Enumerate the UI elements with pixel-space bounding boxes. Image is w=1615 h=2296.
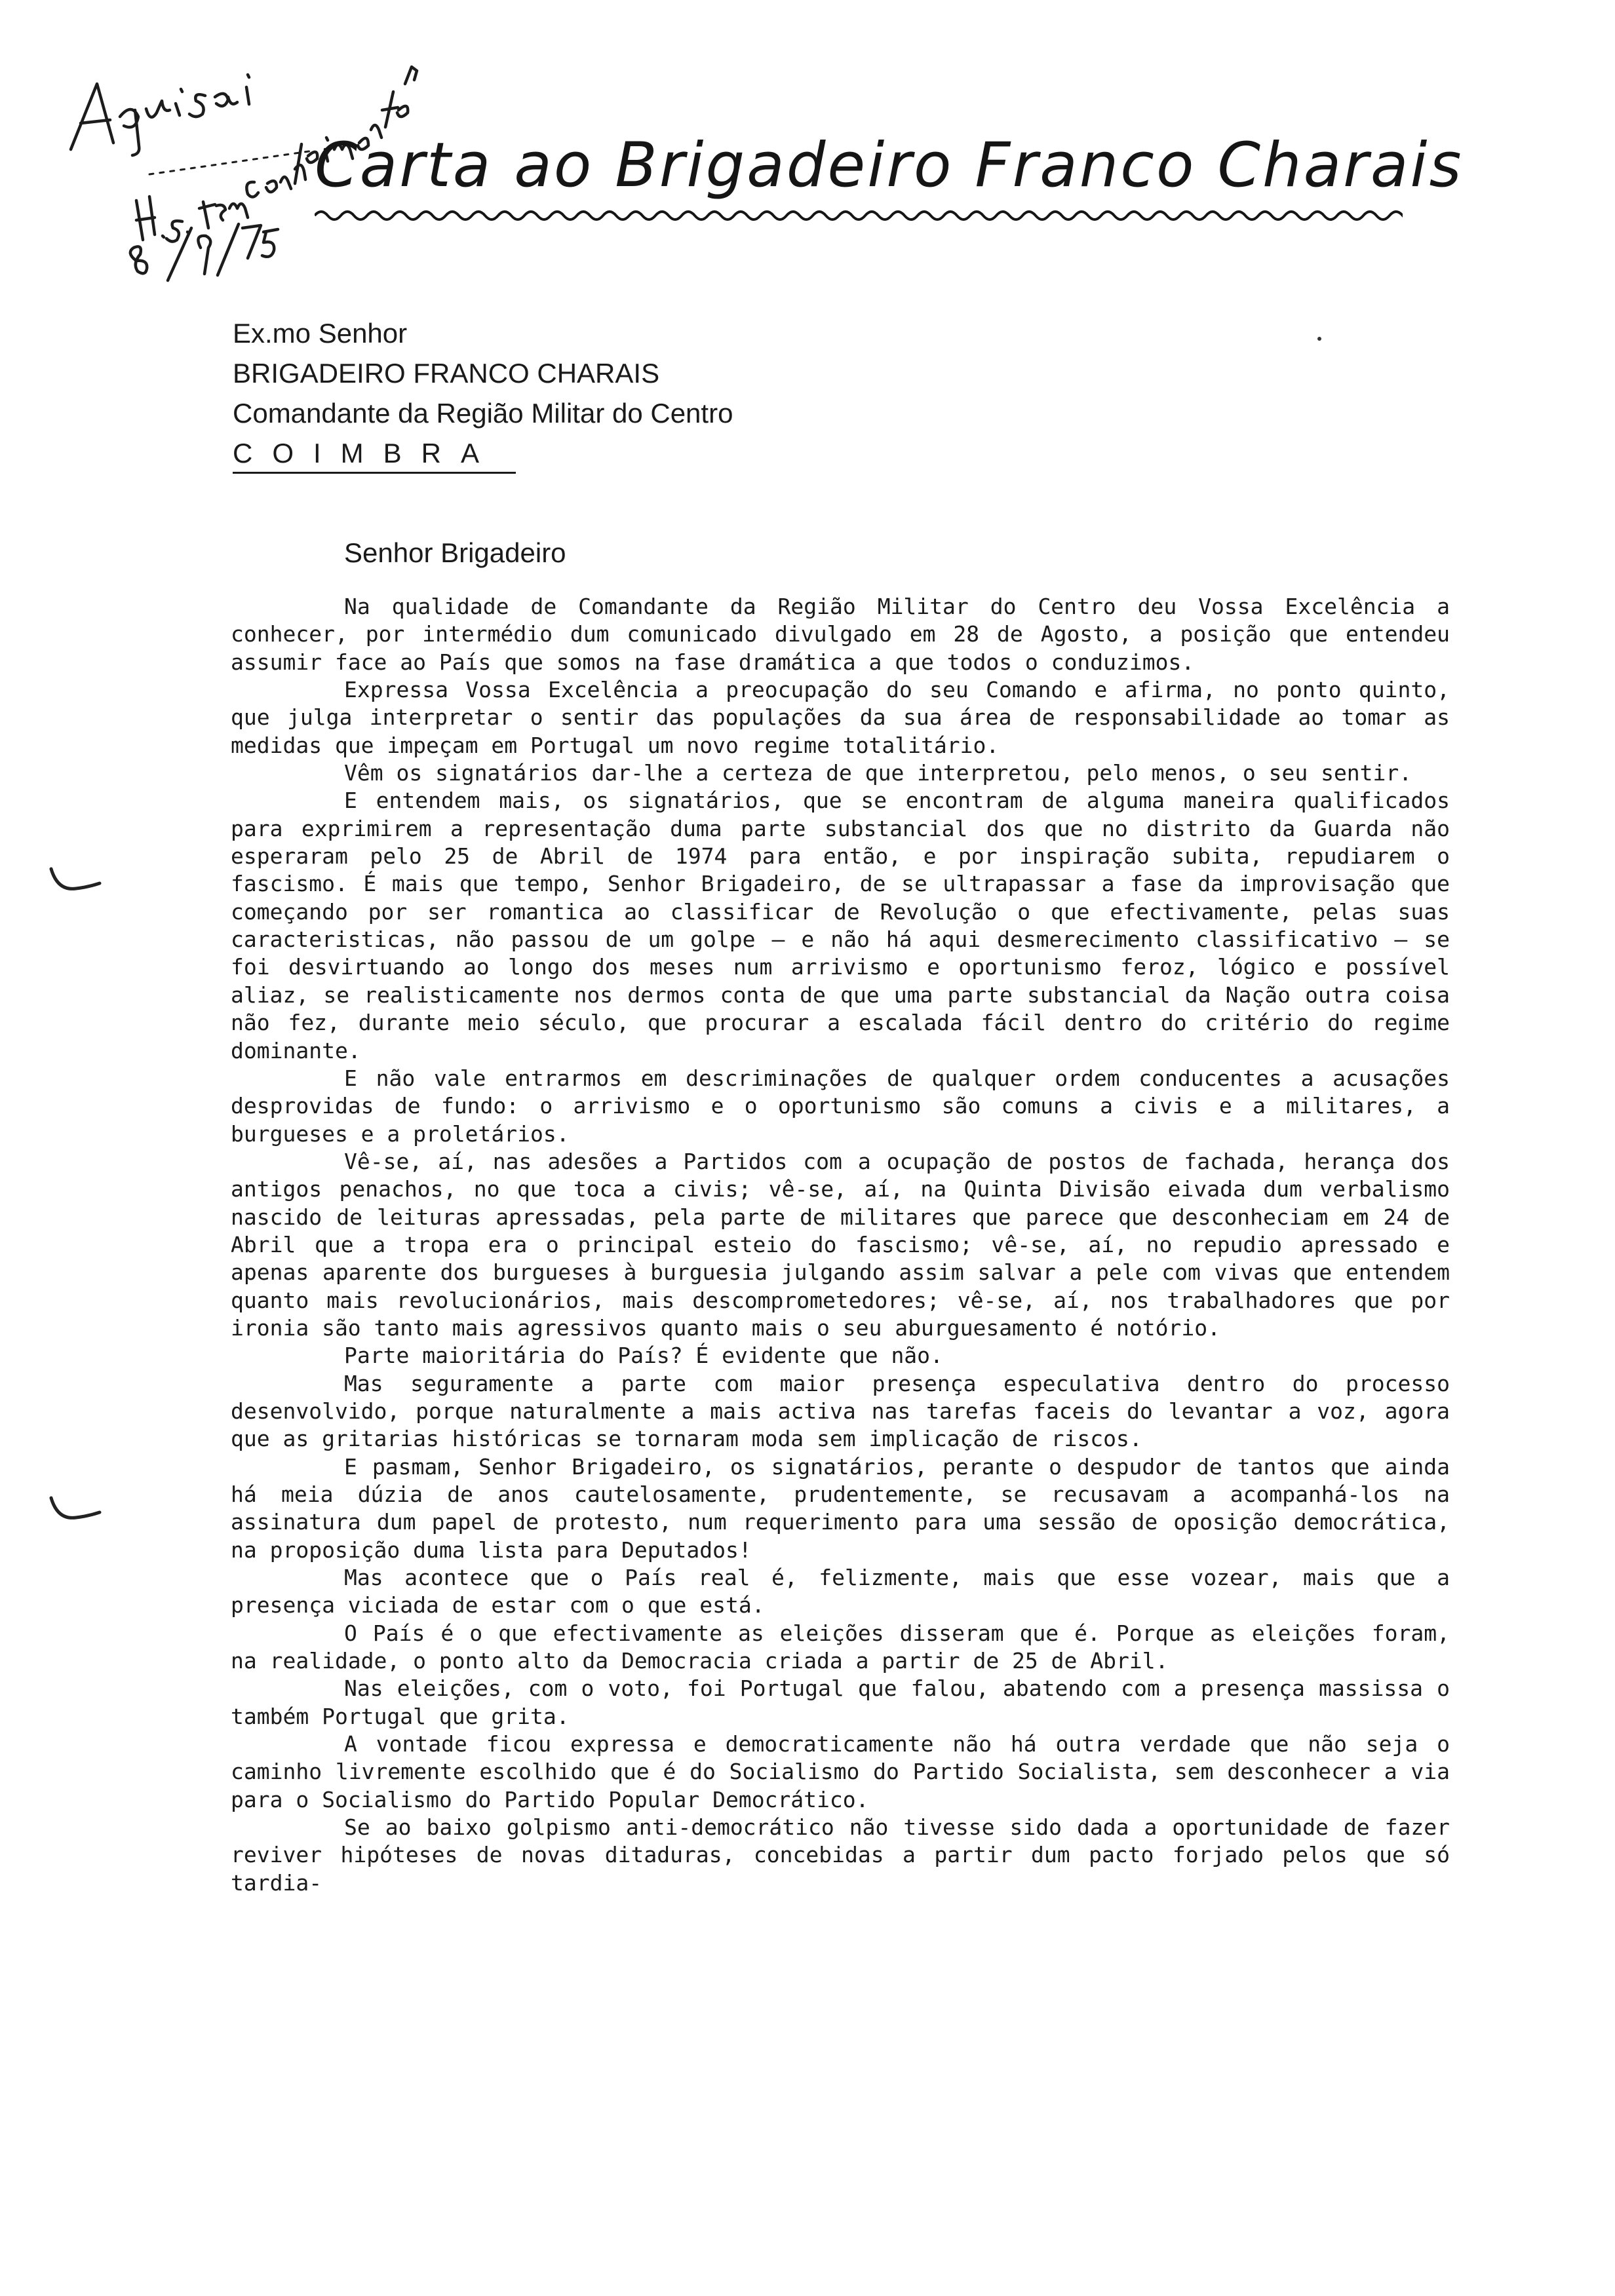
- paragraph: Se ao baixo golpismo anti-democrático não tivesse sido dada a oportunidade de fazer reviver hipóteses de novas ditaduras, concebidas a partir dum pacto forjado pelos que só tardia-: [231, 1814, 1450, 1896]
- paragraph: O País é o que efectivamente as eleições disseram que é. Porque as eleições foram, na realidade, o ponto alto da Democracia criada a partir de 25 de Abril.: [231, 1620, 1450, 1674]
- margin-pencil-mark: [47, 865, 106, 898]
- stray-dot: [1317, 337, 1321, 341]
- title-wavy-rule: [315, 204, 1403, 227]
- document-title: Carta ao Brigadeiro Franco Charais: [315, 130, 1464, 201]
- address-salutation: Ex.mo Senhor: [233, 318, 408, 349]
- address-name: BRIGADEIRO FRANCO CHARAIS: [233, 358, 660, 389]
- paragraph: Expressa Vossa Excelência a preocupação do seu Comando e afirma, no ponto quinto, que julga interpretar o sentir das populações da sua área de responsabilidade ao tomar as medidas que impeçam em Portugal um novo regime totalitário.: [231, 677, 1450, 758]
- address-block: [233, 313, 733, 476]
- paragraph: E pasmam, Senhor Brigadeiro, os signatários, perante o despudor de tantos que ainda há meia dúzia de anos cautelosamente, prudentemente, se recusavam a acompanhá-los na assinatura dum papel de protesto, num requerimento para uma sessão de oposição democrática, na proposição duma lista para Deputados!: [231, 1453, 1450, 1563]
- paragraph: E entendem mais, os signatários, que se encontram de alguma maneira qualificados para exprimirem a representação duma parte substancial dos que no distrito da Guarda não esperaram pelo 25 de Abril de 1974 para então, e por inspiração subita, repudiarem o fascismo. É mais que tempo, Senhor Brigadeiro, de se ultrapassar a fase da improvisação que começando por ser romantica ao classificar de Revolução o que efectivamente, pelas suas caracteristicas, não passou de um golpe — e não há aqui desmerecimento classificativo — se foi desvirtuando ao longo dos meses num arrivismo e oportunismo feroz, lógico e possível aliaz, se realisticamente nos dermos conta de que uma parte substancial da Nação outra coisa não fez, durante meio século, que procurar a escalada fácil dentro do critério do regime dominante.: [231, 788, 1450, 1063]
- letter-salutation: Senhor Brigadeiro: [344, 537, 566, 568]
- paragraph: Nas eleições, com o voto, foi Portugal que falou, abatendo com a presença massissa o também Portugal que grita.: [231, 1675, 1450, 1729]
- paragraph: Mas seguramente a parte com maior presença especulativa dentro do processo desenvolvido, porque naturalmente a mais activa nas tarefas faceis do levantar a voz, agora que as gritarias históricas se tornaram moda sem implicação de riscos.: [231, 1370, 1450, 1452]
- paragraph: Parte maioritária do País? É evidente que não.: [344, 1343, 943, 1369]
- paragraph: Na qualidade de Comandante da Região Militar do Centro deu Vossa Excelência a conhecer, por intermédio dum comunicado divulgado em 28 de Agosto, a posição que entendeu assumir face ao País que somos na fase dramática a que todos o conduzimos.: [231, 594, 1450, 675]
- city-underline: [233, 472, 516, 474]
- paragraph: Vêm os signatários dar-lhe a certeza de que interpretou, pelo menos, o seu sentir.: [344, 760, 1412, 786]
- paragraph: E não vale entrarmos em descriminações de qualquer ordem conducentes a acusações desprovidas de fundo: o arrivismo e o oportunismo são comuns a civis e a militares, a burgueses e a proletários.: [231, 1065, 1450, 1147]
- address-city: COIMBRA: [233, 438, 499, 469]
- paragraph: Vê-se, aí, nas adesões a Partidos com a ocupação de postos de fachada, herança dos antigos penachos, no que toca a civis; vê-se, aí, na Quinta Divisão eivada dum verbalismo nascido de leituras apressadas, pela parte de militares que parece que desconheciam em 24 de Abril que a tropa era o principal esteio do fascismo; vê-se, aí, no repudio apressado e apenas aparente dos burgueses à burguesia julgando assim salvar a pele com vivas que entendem quanto mais revolucionários, mais descomprometedores; vê-se, aí, nos trabalhadores que por ironia são tanto mais agressivos quanto mais o seu aburguesamento é notório.: [231, 1148, 1450, 1341]
- margin-pencil-mark: [47, 1494, 106, 1527]
- letter-body: [231, 593, 1450, 1897]
- paragraph: A vontade ficou expressa e democraticamente não há outra verdade que não seja o caminho livremente escolhido que é do Socialismo do Partido Socialista, sem desconhecer a via para o Socialismo do Partido Popular Democrático.: [231, 1731, 1450, 1812]
- paragraph: Mas acontece que o País real é, felizmente, mais que esse vozear, mais que a presença viciada de estar com o que está.: [231, 1565, 1450, 1618]
- address-role: Comandante da Região Militar do Centro: [233, 398, 733, 429]
